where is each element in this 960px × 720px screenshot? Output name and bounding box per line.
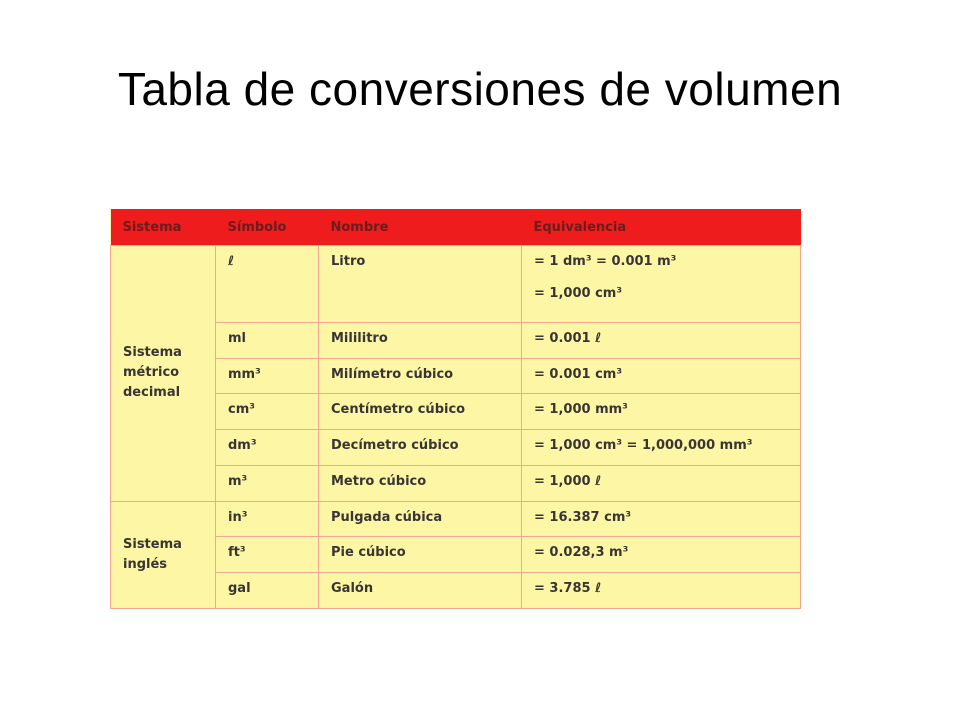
- header-equivalencia: Equivalencia: [522, 209, 801, 246]
- name-cell: Milímetro cúbico: [319, 358, 522, 394]
- equivalence-line: = 1,000 mm³: [534, 402, 628, 418]
- symbol-cell: ft³: [216, 537, 319, 573]
- symbol-cell: mm³: [216, 358, 319, 394]
- slide-title: Tabla de conversiones de volumen: [117, 63, 843, 115]
- equivalence-cell: [522, 465, 801, 501]
- symbol-cell: m³: [216, 465, 319, 501]
- symbol-cell: cm³: [216, 394, 319, 430]
- symbol-cell: dm³: [216, 430, 319, 466]
- header-sistema: Sistema: [111, 209, 216, 246]
- symbol-cell: in³: [216, 501, 319, 537]
- equivalence-line: = 0.028,3 m³: [534, 545, 629, 561]
- equivalence-line: = 1,000 ℓ: [534, 473, 602, 489]
- conversion-table: [110, 209, 801, 609]
- header-nombre: Nombre: [319, 209, 522, 246]
- table-row: [111, 246, 801, 323]
- conversion-table-image: [110, 209, 800, 609]
- equivalence-cell: [522, 573, 801, 609]
- equivalence-line: = 0.001 cm³: [534, 366, 623, 382]
- name-cell: Decímetro cúbico: [319, 430, 522, 466]
- equivalence-cell: [522, 358, 801, 394]
- table-header-row: [111, 209, 801, 246]
- equivalence-line: = 3.785 ℓ: [534, 581, 602, 597]
- equivalence-line: = 1,000 cm³: [534, 286, 623, 301]
- system-cell: Sistema inglés: [111, 501, 216, 608]
- name-cell: Metro cúbico: [319, 465, 522, 501]
- equivalence-cell: [522, 246, 801, 323]
- name-cell: Mililitro: [319, 322, 522, 358]
- header-simbolo: Símbolo: [216, 209, 319, 246]
- table-row: [111, 501, 801, 537]
- name-cell: Centímetro cúbico: [319, 394, 522, 430]
- name-cell: Pie cúbico: [319, 537, 522, 573]
- equivalence-cell: [522, 430, 801, 466]
- equivalence-line: = 0.001 ℓ: [534, 330, 602, 346]
- equivalence-line: = 1 dm³ = 0.001 m³: [534, 254, 677, 269]
- equivalence-cell: [522, 537, 801, 573]
- symbol-cell: ml: [216, 322, 319, 358]
- equivalence-line: = 1,000 cm³ = 1,000,000 mm³: [534, 438, 753, 454]
- equivalence-cell: [522, 501, 801, 537]
- name-cell: Galón: [319, 573, 522, 609]
- system-cell: Sistema métrico decimal: [111, 246, 216, 502]
- symbol-cell: gal: [216, 573, 319, 609]
- equivalence-line: = 16.387 cm³: [534, 509, 632, 525]
- name-cell: Pulgada cúbica: [319, 501, 522, 537]
- name-cell: Litro: [319, 246, 522, 323]
- symbol-cell: ℓ: [216, 246, 319, 323]
- equivalence-cell: [522, 394, 801, 430]
- table-body: [111, 246, 801, 609]
- equivalence-cell: [522, 322, 801, 358]
